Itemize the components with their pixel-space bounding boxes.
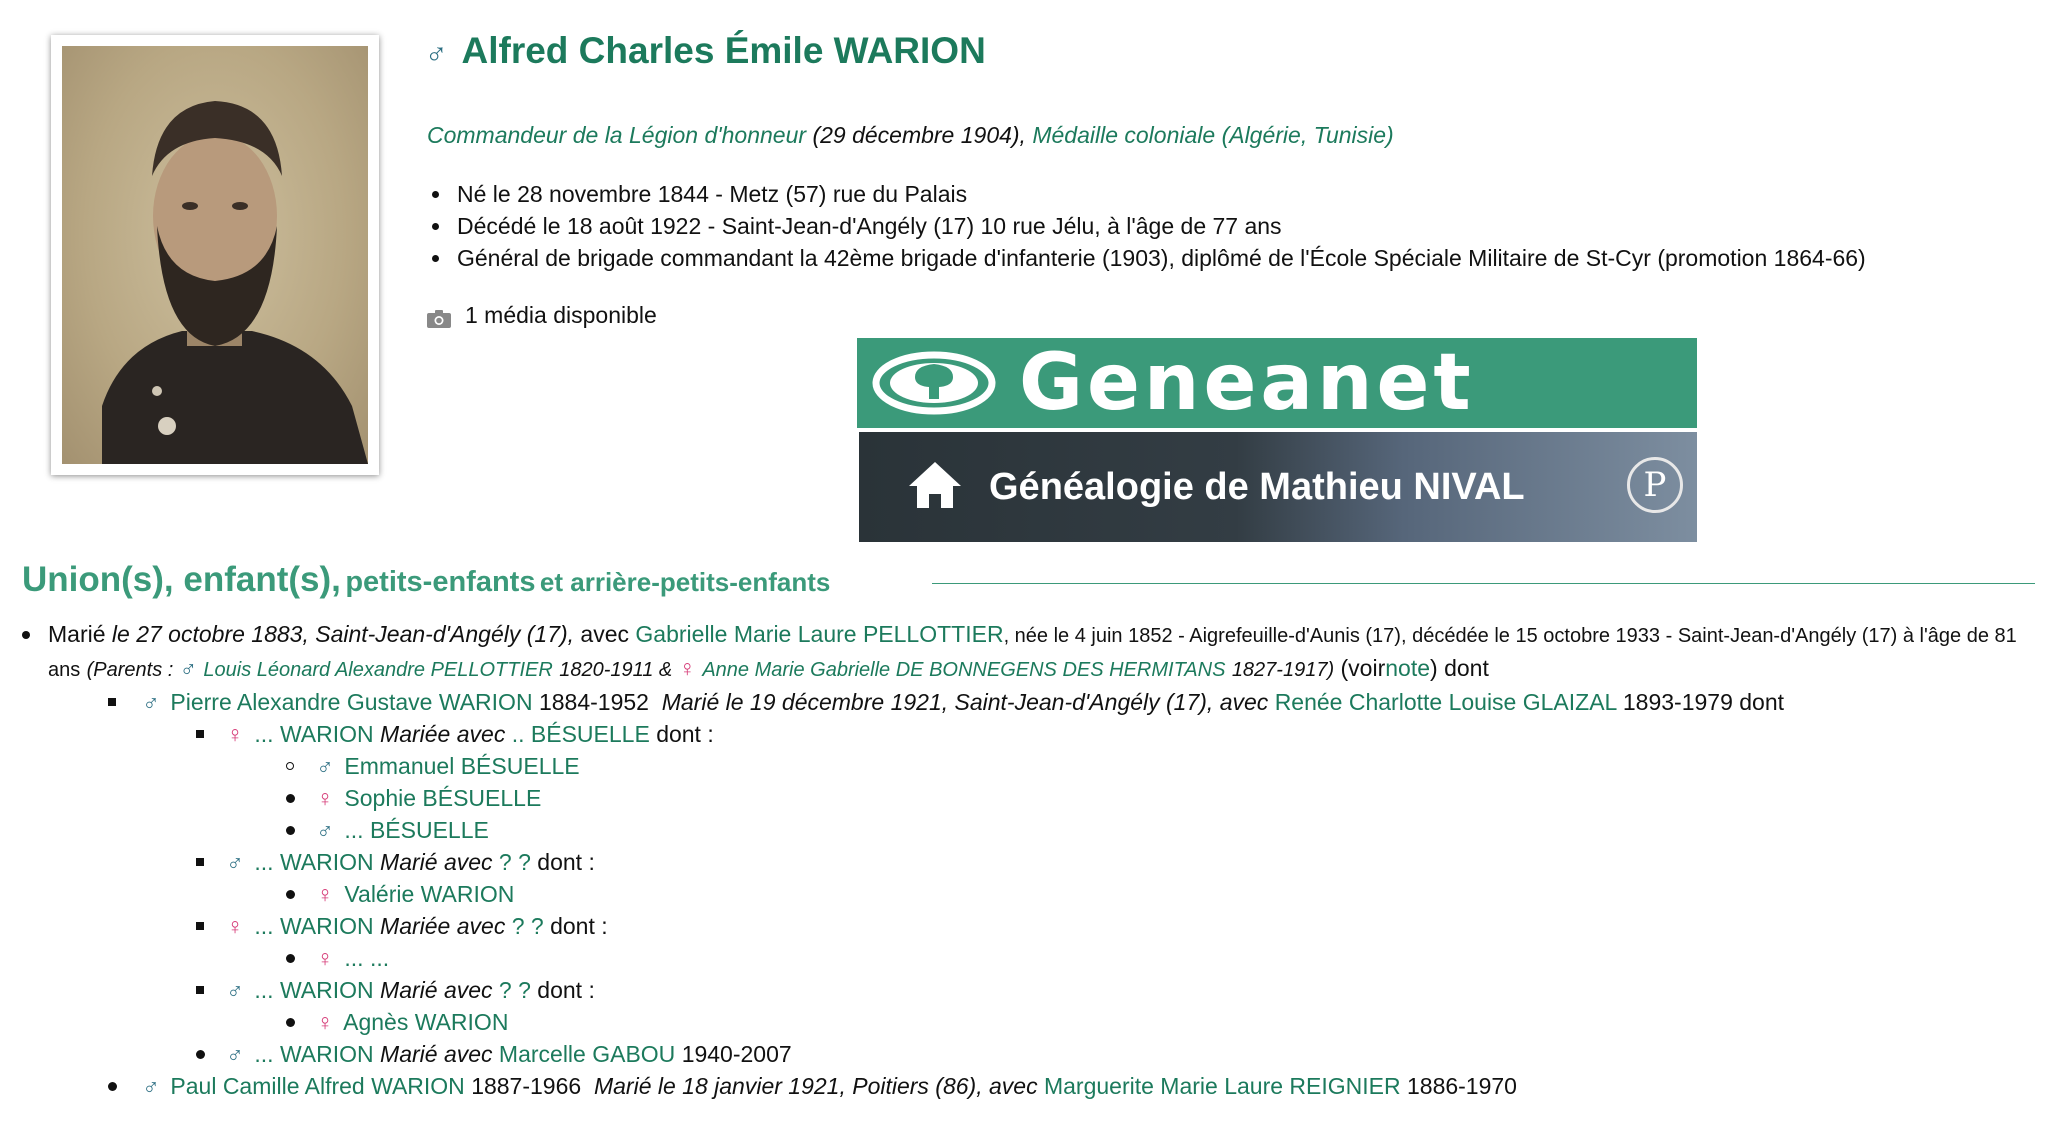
female-symbol-icon: ♀ [678, 655, 696, 681]
grandchild-tail: dont : [537, 977, 595, 1003]
section-divider [932, 583, 2035, 584]
disc-bullet [286, 826, 295, 835]
nival-title: Généalogie de Mathieu NIVAL [989, 465, 1525, 508]
grandchild-marriage: Marié avec [380, 1041, 493, 1067]
great-grandchild-row [286, 814, 2047, 846]
square-bullet [196, 730, 204, 738]
honour-legion-date: (29 décembre 1904), [812, 122, 1026, 148]
square-bullet [196, 858, 204, 866]
child-tail: 1886-1970 [1406, 1073, 1517, 1099]
grandchild-tail: dont : [656, 721, 714, 747]
grandchild-row [196, 1038, 2047, 1070]
grandchild-tail: 1940-2007 [681, 1041, 792, 1067]
great-grandchild-row [286, 942, 2047, 974]
grandchild-link[interactable]: ... WARION [254, 913, 374, 939]
death-fact: • Décédé le 18 août 1922 - Saint-Jean-d'Angély (17) 10 rue Jélu, à l'âge de 77 ans [453, 210, 1866, 242]
portrait-photo[interactable] [51, 35, 379, 475]
child-link[interactable]: Pierre Alexandre Gustave WARION [170, 689, 533, 715]
male-symbol-icon: ♂ [226, 849, 244, 875]
mother-link[interactable]: Anne Marie Gabrielle DE BONNEGENS DES HERMITANS [702, 659, 1226, 681]
grandchild-row [196, 974, 2047, 1006]
nival-banner[interactable] [859, 432, 1697, 542]
male-symbol-icon: ♂ [316, 753, 334, 779]
grandchild-link[interactable]: ... WARION [254, 849, 374, 875]
child-dates: 1884-1952 [538, 689, 649, 715]
female-symbol-icon: ♀ [226, 913, 244, 939]
voir-label: (voir [1340, 655, 1386, 681]
male-symbol-icon: ♂ [425, 37, 448, 70]
grandchild-tail: dont : [537, 849, 595, 875]
portrait-illustration [62, 46, 368, 464]
page-title [425, 30, 986, 72]
great-grandchild-row [286, 1006, 2047, 1038]
spouse-info: , née le 4 juin 1852 - Aigrefeuille-d'Aunis (17), décédée le 15 octobre 1933 - Saint-Jean-d'Angély (17) à l'âge de 81 ans [48, 625, 2017, 681]
dont-label: ) dont [1430, 655, 1489, 681]
grandchild-marriage: Mariée avec [380, 913, 506, 939]
portrait-image [62, 46, 368, 464]
grandchild-marriage: Mariée avec [380, 721, 506, 747]
disc-bullet [286, 954, 295, 963]
father-dates: 1820-1911 & [559, 659, 673, 681]
male-symbol-icon: ♂ [226, 977, 244, 1003]
male-symbol-icon: ♂ [142, 1073, 160, 1099]
media-available[interactable] [427, 302, 657, 329]
great-grandchild-row [286, 878, 2047, 910]
note-link[interactable]: note [1385, 655, 1431, 681]
grandchild-row [196, 846, 2047, 878]
honour-legion-link[interactable]: Commandeur de la Légion d'honneur [427, 122, 807, 148]
female-symbol-icon: ♀ [316, 1009, 334, 1035]
great-grandchild-link[interactable]: Emmanuel BÉSUELLE [344, 753, 580, 779]
grandchild-marriage: Marié avec [380, 977, 493, 1003]
birth-fact: • Né le 28 novembre 1844 - Metz (57) rue du Palais [453, 178, 1866, 210]
male-symbol-icon: ♂ [316, 817, 334, 843]
grandchild-spouse-link[interactable]: ? ? [511, 913, 544, 939]
disc-bullet [286, 794, 295, 803]
grandchild-row [196, 718, 2047, 750]
disc-bullet [286, 890, 295, 899]
male-symbol-icon: ♂ [226, 1041, 244, 1067]
section-heading-grandchildren: petits-enfants [345, 566, 536, 598]
great-grandchild-row [286, 750, 2047, 782]
female-symbol-icon: ♀ [316, 785, 334, 811]
grandchild-link[interactable]: ... WARION [254, 977, 374, 1003]
geneanet-logo-icon [857, 350, 997, 416]
child-dates: 1887-1966 [471, 1073, 582, 1099]
disc-bullet [108, 1082, 117, 1091]
square-bullet [196, 922, 204, 930]
grandchild-marriage: Marié avec [380, 849, 493, 875]
square-bullet [108, 698, 116, 706]
disc-bullet [196, 1050, 205, 1059]
geneanet-wordmark: Geneanet [1019, 338, 1475, 428]
occupation-fact: • Général de brigade commandant la 42ème brigade d'infanterie (1903), diplômé de l'École Spéciale Militaire de St-Cyr (promotion 1864-66) [453, 242, 1866, 274]
facts-list [427, 178, 1866, 274]
parents-label: (Parents : [86, 659, 174, 681]
great-grandchild-link[interactable]: ... ... [344, 945, 390, 971]
marriage-entry [22, 618, 2038, 686]
great-grandchild-link[interactable]: ... BÉSUELLE [344, 817, 489, 843]
family-section [0, 618, 2047, 1102]
home-icon [907, 460, 963, 515]
child-row [108, 686, 2047, 718]
person-name: Alfred Charles Émile WARION [461, 30, 986, 71]
honour-medal-link[interactable]: Médaille coloniale (Algérie, Tunisie) [1032, 122, 1394, 148]
geneanet-banner[interactable] [857, 338, 1697, 428]
grandchild-link[interactable]: ... WARION [254, 1041, 374, 1067]
father-link[interactable]: Louis Léonard Alexandre PELLOTTIER [203, 659, 553, 681]
child-spouse-link[interactable]: Marguerite Marie Laure REIGNIER [1043, 1073, 1401, 1099]
grandchild-spouse-link[interactable]: ? ? [498, 849, 531, 875]
camera-icon [427, 307, 451, 325]
child-marriage: Marié le 18 janvier 1921, Poitiers (86), avec [593, 1073, 1038, 1099]
circle-bullet [286, 762, 294, 770]
laurel-seal-icon: P [1627, 457, 1683, 513]
child-tail: 1893-1979 dont [1622, 689, 1785, 715]
grandchild-spouse-link[interactable]: ? ? [498, 977, 531, 1003]
great-grandchild-link[interactable]: Agnès WARION [343, 1009, 509, 1035]
great-grandchild-link[interactable]: Sophie BÉSUELLE [344, 785, 542, 811]
male-symbol-icon: ♂ [142, 689, 160, 715]
child-link[interactable]: Paul Camille Alfred WARION [170, 1073, 465, 1099]
female-symbol-icon: ♀ [226, 721, 244, 747]
square-bullet [196, 986, 204, 994]
section-heading [22, 560, 830, 600]
female-symbol-icon: ♀ [316, 945, 334, 971]
section-heading-unions: Union(s), enfant(s), [22, 560, 341, 599]
grandchild-tail: dont : [550, 913, 608, 939]
marriage-lead: Marié [48, 621, 106, 647]
spouse-link[interactable]: Gabrielle Marie Laure PELLOTTIER [635, 621, 1004, 647]
marriage-date: le 27 octobre 1883, Saint-Jean-d'Angély (17), [111, 621, 575, 647]
marriage-avec: avec [580, 621, 630, 647]
grandchild-spouse-link[interactable]: .. BÉSUELLE [511, 721, 650, 747]
child-spouse-link[interactable]: Renée Charlotte Louise GLAIZAL [1274, 689, 1617, 715]
great-grandchild-link[interactable]: Valérie WARION [344, 881, 515, 907]
child-marriage: Marié le 19 décembre 1921, Saint-Jean-d'Angély (17), avec [661, 689, 1269, 715]
male-symbol-icon: ♂ [179, 655, 197, 681]
grandchild-row [196, 910, 2047, 942]
honours-line [427, 122, 1394, 149]
great-grandchild-row [286, 782, 2047, 814]
grandchild-link[interactable]: ... WARION [254, 721, 374, 747]
disc-bullet [286, 1018, 295, 1027]
media-label: 1 média disponible [465, 302, 657, 328]
child-row [108, 1070, 2047, 1102]
female-symbol-icon: ♀ [316, 881, 334, 907]
section-heading-great-grandchildren: et arrière-petits-enfants [539, 567, 831, 597]
mother-dates: 1827-1917) [1231, 659, 1335, 681]
grandchild-spouse-link[interactable]: Marcelle GABOU [498, 1041, 676, 1067]
